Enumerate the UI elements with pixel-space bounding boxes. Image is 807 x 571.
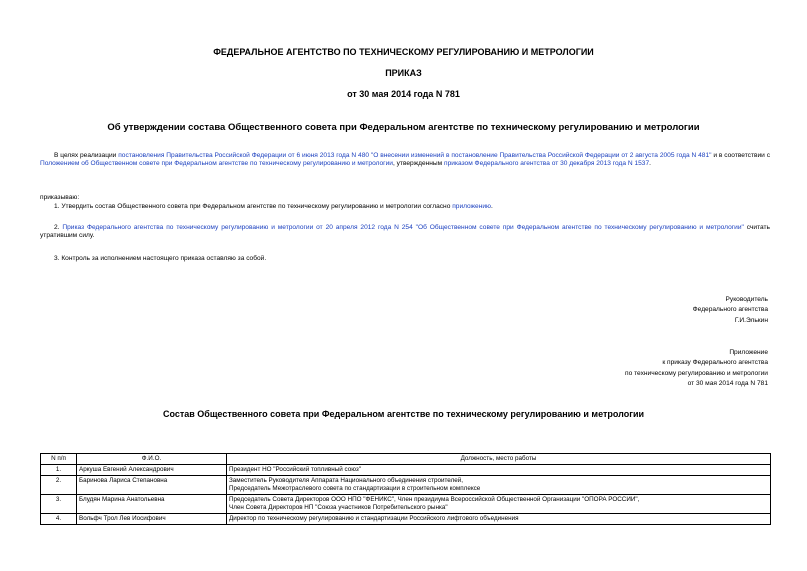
link-agency-order[interactable]: приказом Федерального агентства от 30 декабря 2013 года N 1537 bbox=[444, 160, 650, 168]
appendix-line-1: Приложение bbox=[729, 349, 768, 356]
row-name: Вольфч Трол Лев Иосифович bbox=[77, 514, 227, 525]
row-number: 4. bbox=[41, 514, 77, 525]
item-2-text: считать утратившим силу. bbox=[40, 224, 770, 240]
appendix-line-4: от 30 мая 2014 года N 781 bbox=[687, 379, 768, 387]
row-position-line: Директор по техническому регулированию и стандартизации Российского лифтового объединения bbox=[229, 515, 519, 522]
agency-name: ФЕДЕРАЛЬНОЕ АГЕНТСТВО ПО ТЕХНИЧЕСКОМУ РЕГУЛИРОВАНИЮ И МЕТРОЛОГИИ bbox=[213, 47, 594, 57]
signature-line-2: Федерального агентства bbox=[692, 306, 768, 314]
link-appendix[interactable]: приложению bbox=[452, 203, 491, 210]
table-row bbox=[41, 495, 771, 514]
preamble bbox=[40, 152, 770, 169]
preamble-text-4: . bbox=[649, 160, 651, 168]
table-row bbox=[41, 514, 771, 525]
row-name: Аркуша Евгений Александрович bbox=[77, 465, 227, 476]
header-number: N п/п bbox=[41, 454, 77, 465]
preamble-text-1: В целях реализации bbox=[54, 152, 119, 159]
item-1-text: 1. Утвердить состав Общественного совета при Федеральном агентстве по техническому регулированию и метрологии согласно bbox=[54, 203, 453, 210]
preamble-text-2: и в соответствии с bbox=[711, 152, 771, 159]
signature-line-1: Руководитель bbox=[725, 296, 768, 303]
composition-title: Состав Общественного совета при Федеральном агентстве по техническому регулированию и метрологии bbox=[162, 409, 645, 419]
doc-type: ПРИКАЗ bbox=[385, 68, 422, 78]
council-table bbox=[40, 453, 771, 525]
header-name: Ф.И.О. bbox=[77, 454, 227, 465]
doc-title: Об утверждении состава Общественного совета при Федеральном агентстве по техническому регулированию и метрологии bbox=[107, 122, 700, 133]
appendix-block bbox=[470, 349, 768, 388]
row-name: Баринова Лариса Степановна bbox=[77, 476, 227, 495]
row-number: 2. bbox=[41, 476, 77, 495]
item-3: 3. Контроль за исполнением настоящего приказа оставляю за собой. bbox=[54, 255, 267, 262]
row-position-line: Заместитель Руководителя Аппарата Национального объединения строителей, bbox=[229, 477, 464, 484]
row-position-line: Председатель Межотраслевого совета по стандартизации в строительном комплексе bbox=[229, 485, 481, 492]
item-1 bbox=[40, 203, 770, 211]
appendix-line-2: к приказу Федерального агентства bbox=[662, 359, 768, 367]
row-position-line: Президент НО "Российский топливный союз" bbox=[229, 466, 362, 473]
signature-block bbox=[470, 296, 768, 325]
item-2 bbox=[40, 224, 770, 241]
table-row bbox=[41, 465, 771, 476]
doc-date-number: от 30 мая 2014 года N 781 bbox=[347, 89, 460, 99]
item-2-num: 2. bbox=[54, 224, 63, 231]
appendix-line-3: по техническому регулированию и метрологии bbox=[625, 369, 768, 377]
row-position bbox=[227, 476, 771, 495]
link-government-decree[interactable]: постановления Правительства Российской Федерации от 6 июня 2013 года N 480 "О внесении изменений в постановление Правительства Российской Федерации от 2 августа 2005 года N 481" bbox=[118, 152, 712, 159]
row-number: 1. bbox=[41, 465, 77, 476]
row-position-line: Член Совета Директоров НП "Союза участников Потребительского рынка" bbox=[229, 504, 448, 511]
row-position bbox=[227, 465, 771, 476]
item-1-end: . bbox=[491, 203, 493, 210]
table-header-row bbox=[41, 454, 771, 465]
row-name: Блудян Марина Анатольевна bbox=[77, 495, 227, 514]
link-old-order[interactable]: Приказ Федерального агентства по техническому регулированию и метрологии от 20 апреля 2012 года N 254 "Об Общественном совете при Федеральном агентстве по техническому регулированию и метрологии" bbox=[62, 224, 744, 231]
header-position: Должность, место работы bbox=[227, 454, 771, 465]
row-position-line: Председатель Совета Директоров ООО НПО "ФЕНИКС", Член президиума Всероссийской Общественной Организации "ОПОРА РОССИИ", bbox=[229, 496, 640, 503]
row-position bbox=[227, 514, 771, 525]
preamble-text-3: , утвержденным bbox=[392, 160, 445, 168]
signature-name: Г.И.Элькин bbox=[734, 316, 768, 324]
link-regulation[interactable]: Положением об Общественном совете при Федеральном агентстве по техническому регулированию и метрологии bbox=[40, 160, 393, 168]
order-word: приказываю: bbox=[40, 194, 80, 201]
row-number: 3. bbox=[41, 495, 77, 514]
row-position bbox=[227, 495, 771, 514]
table-row bbox=[41, 476, 771, 495]
